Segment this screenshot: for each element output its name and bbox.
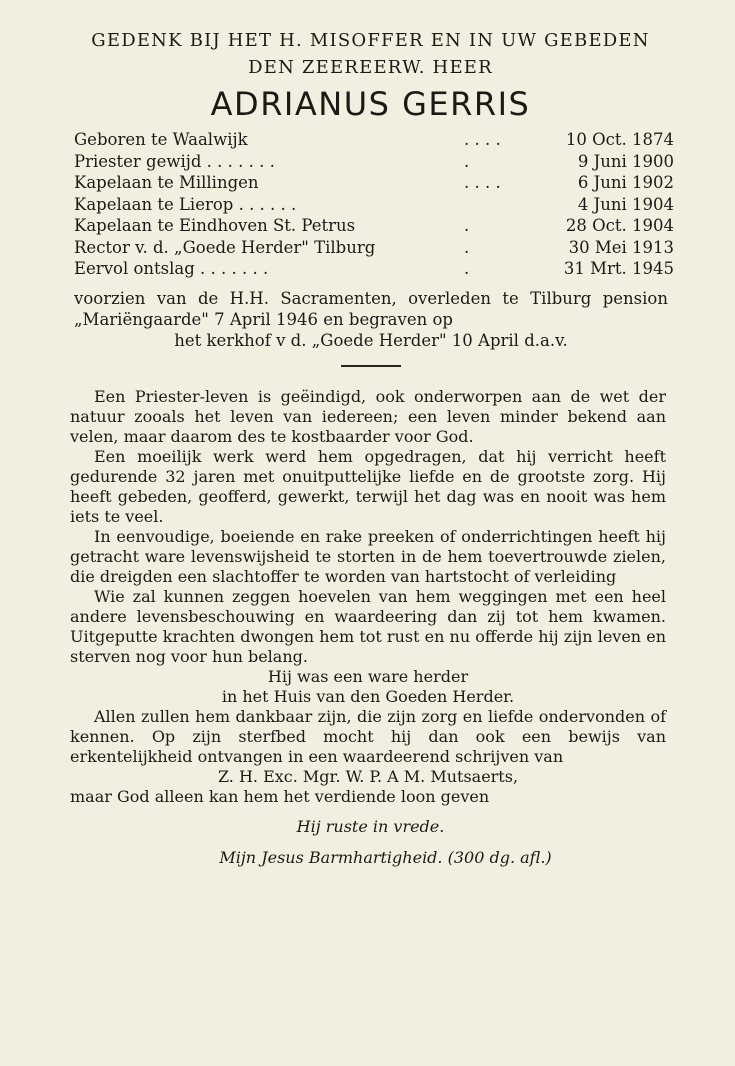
career-dots: . . . . — [464, 173, 501, 192]
closing-prayer: Hij ruste in vrede. — [296, 816, 445, 836]
career-role: Rector v. d. „Goede Herder" Tilburg — [74, 237, 376, 257]
provisions-text — [74, 288, 668, 351]
paragraph: In eenvoudige, boeiende en rake preeken of onderrichtingen heeft hij getracht ware levenswijsheid te storten in de hem toevertrouwde zielen, die dreigden een slachtoffer te worden van hartstocht of verleiding — [70, 526, 666, 586]
career-date: 30 Mei 1913 — [568, 237, 674, 257]
provisions-line-1: voorzien van de H.H. Sacramenten, overleden te Tilburg pension „Mariëngaarde" 7 April 1946 en begraven op — [74, 288, 668, 329]
career-row — [74, 258, 674, 280]
career-row — [74, 237, 674, 259]
paragraph: Allen zullen hem dankbaar zijn, die zijn zorg en liefde ondervonden of kennen. Op zijn sterfbed mocht hij dan ook een bewijs van erkentelijkheid ontvangen in een waardeerend schrijven van — [70, 706, 666, 766]
career-role: Priester gewijd . . . . . . . — [74, 151, 275, 171]
career-row — [74, 172, 674, 194]
divider-rule — [341, 365, 401, 367]
career-dots: . — [464, 216, 470, 235]
bishop-line: Z. H. Exc. Mgr. W. P. A M. Mutsaerts, — [217, 766, 519, 786]
paragraph: Wie zal kunnen zeggen hoevelen van hem weggingen met een heel andere levensbeschouwing en waardeering dan zij tot hem kwamen. Uitgeputte krachten dwongen hem tot rust en nu offerde hij zijn leven en sterven nog voor hun belang. — [70, 586, 666, 666]
career-date: 9 Juni 1900 — [577, 151, 674, 171]
paragraph: Een moeilijk werk werd hem opgedragen, dat hij verricht heeft gedurende 32 jaren met onuitputtelijke liefde en de grootste zorg. Hij heeft gebeden, geofferd, gewerkt, terwijl het dag was en nooit was hem iets te veel. — [70, 446, 666, 526]
provisions-line-2: het kerkhof v d. „Goede Herder" 10 April d.a.v. — [174, 330, 568, 350]
career-row — [74, 215, 674, 237]
career-dots — [464, 194, 529, 216]
header-line-1: GEDENK BIJ HET H. MISOFFER EN IN UW GEBEDEN — [91, 30, 650, 51]
header-line-2: DEN ZEEREERW. HEER — [248, 57, 493, 78]
paragraph: maar God alleen kan hem het verdiende loon geven — [70, 786, 490, 806]
career-date: 4 Juni 1904 — [577, 194, 674, 214]
herder-line-1: Hij was een ware herder — [267, 666, 469, 686]
career-role: Kapelaan te Eindhoven St. Petrus — [74, 216, 356, 235]
herder-line-2: in het Huis van den Goeden Herder. — [221, 686, 515, 706]
indulgence-prayer: Mijn Jesus Barmhartigheid. (300 dg. afl.) — [219, 847, 552, 867]
career-role: Geboren te Waalwijk — [74, 130, 248, 149]
career-dots: . — [464, 151, 470, 171]
paragraph: Een Priester-leven is geëindigd, ook onderworpen aan de wet der natuur zooals het leven van iedereen; een leven minder bekend aan velen, maar daarom des te kostbaarder voor God. — [70, 386, 666, 446]
career-date: 6 Juni 1902 — [577, 173, 674, 192]
career-table — [74, 129, 674, 280]
career-date: 10 Oct. 1874 — [565, 130, 674, 149]
career-date: 31 Mrt. 1945 — [563, 259, 674, 278]
career-role: Kapelaan te Lierop . . . . . . — [74, 194, 297, 214]
career-dots: . — [464, 237, 470, 257]
career-dots: . — [464, 259, 470, 278]
career-row — [74, 129, 674, 151]
career-dots: . . . . — [464, 130, 501, 149]
career-role: Kapelaan te Millingen — [74, 173, 259, 192]
deceased-name: ADRIANUS GERRIS — [210, 85, 531, 123]
career-role: Eervol ontslag . . . . . . . — [74, 259, 269, 278]
career-row — [74, 194, 674, 216]
memorial-text — [70, 387, 666, 807]
career-row — [74, 151, 674, 173]
career-date: 28 Oct. 1904 — [565, 216, 674, 235]
